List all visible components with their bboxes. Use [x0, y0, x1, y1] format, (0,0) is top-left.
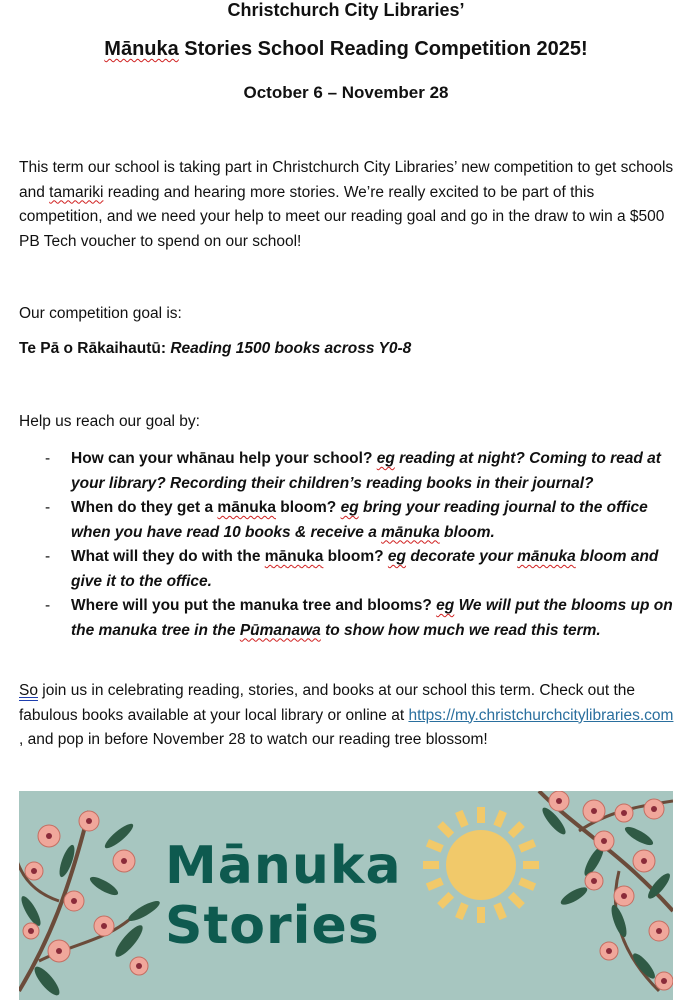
help-label: Help us reach our goal by: [19, 413, 200, 430]
bullet-word-manuka: mānuka [217, 499, 276, 516]
bullet-question: Where will you put the manuka tree and blooms? [71, 597, 437, 614]
bullet-question-end: bloom? [276, 499, 341, 516]
right-branch-illustration [539, 791, 673, 991]
bullet-answer: bring your reading journal to the office when you have read 10 books & receive a [71, 499, 648, 541]
bullet-word-manuka: mānuka [264, 548, 324, 565]
bullet-dash: - [45, 548, 51, 565]
bullet-answer: reading at night? Coming to read at your library? Recording their children’s reading books in their journal? [71, 450, 661, 492]
library-website-link[interactable]: https://my.christchurchcitylibraries.com [408, 706, 674, 724]
page-title [0, 38, 692, 61]
bullet-dash: - [45, 499, 51, 516]
org-heading: Christchurch City Libraries’ [227, 0, 465, 20]
bullet-eg: eg [436, 597, 455, 614]
bullet-word-manuka: mānuka [517, 548, 576, 565]
bullet-word-pumanawa: Pūmanawa [239, 621, 321, 639]
goal-label: Our competition goal is: [19, 305, 182, 322]
banner-logo-line1: Mānuka [165, 836, 402, 896]
title-rest: Stories School Reading Competition 2025! [178, 38, 588, 60]
list-item [19, 447, 679, 496]
list-item [19, 496, 679, 545]
closing-text-1: join us in celebrating reading, stories, and books at our school this term. Check out the fabulous books available at your local library or online at [19, 682, 636, 724]
closing-word-so: So [19, 682, 38, 699]
goal-target: Reading 1500 books across Y0-8 [170, 340, 412, 357]
list-item [19, 545, 679, 594]
intro-word-tamariki: tamariki [49, 183, 104, 201]
bullet-eg: eg [387, 548, 407, 565]
banner-logo-text [165, 836, 402, 956]
manuka-stories-banner [19, 791, 673, 1000]
title-word-manuka: Mānuka [104, 38, 179, 60]
help-list [19, 447, 679, 643]
bullet-answer-end: to show how much we read this term. [320, 621, 601, 639]
bullet-question-end: bloom? [323, 548, 388, 565]
bullet-answer-end: bloom. [439, 523, 495, 541]
closing-text-2: , and pop in before November 28 to watch our reading tree blossom! [19, 731, 488, 748]
bullet-answer: We will put the blooms up on the manuka tree in the [71, 597, 673, 639]
goal-statement [19, 337, 679, 362]
bullet-answer: decorate your [406, 548, 518, 565]
closing-paragraph [19, 679, 679, 753]
banner-logo-line2: Stories [165, 896, 380, 956]
competition-dates: October 6 – November 28 [243, 83, 449, 102]
bullet-question: How can your whānau help your school? [71, 450, 377, 467]
bullet-dash: - [45, 450, 51, 467]
left-branch-illustration [19, 811, 162, 999]
list-item [19, 594, 679, 643]
bullet-dash: - [45, 597, 51, 614]
bullet-question: When do they get a [71, 499, 218, 516]
bullet-word-manuka: mānuka [381, 523, 440, 541]
intro-text-1: This term our school is taking part in Christchurch City Libraries’ new competition to get schools and [19, 159, 674, 201]
bullet-question: What will they do with the [71, 548, 265, 565]
intro-text-2: reading and hearing more stories. We’re really excited to be part of this competition, and we need your help to meet our reading goal and go in the draw to win a $500 PB Tech voucher to spend on our school! [19, 183, 665, 250]
goal-school-name: Te Pā o Rākaihautū: [19, 340, 171, 357]
bullet-eg: eg [340, 499, 359, 516]
bullet-answer-end: bloom and give it to the office. [71, 548, 659, 590]
bullet-eg: eg [376, 450, 395, 467]
sun-illustration [423, 807, 539, 923]
intro-paragraph [19, 156, 679, 254]
